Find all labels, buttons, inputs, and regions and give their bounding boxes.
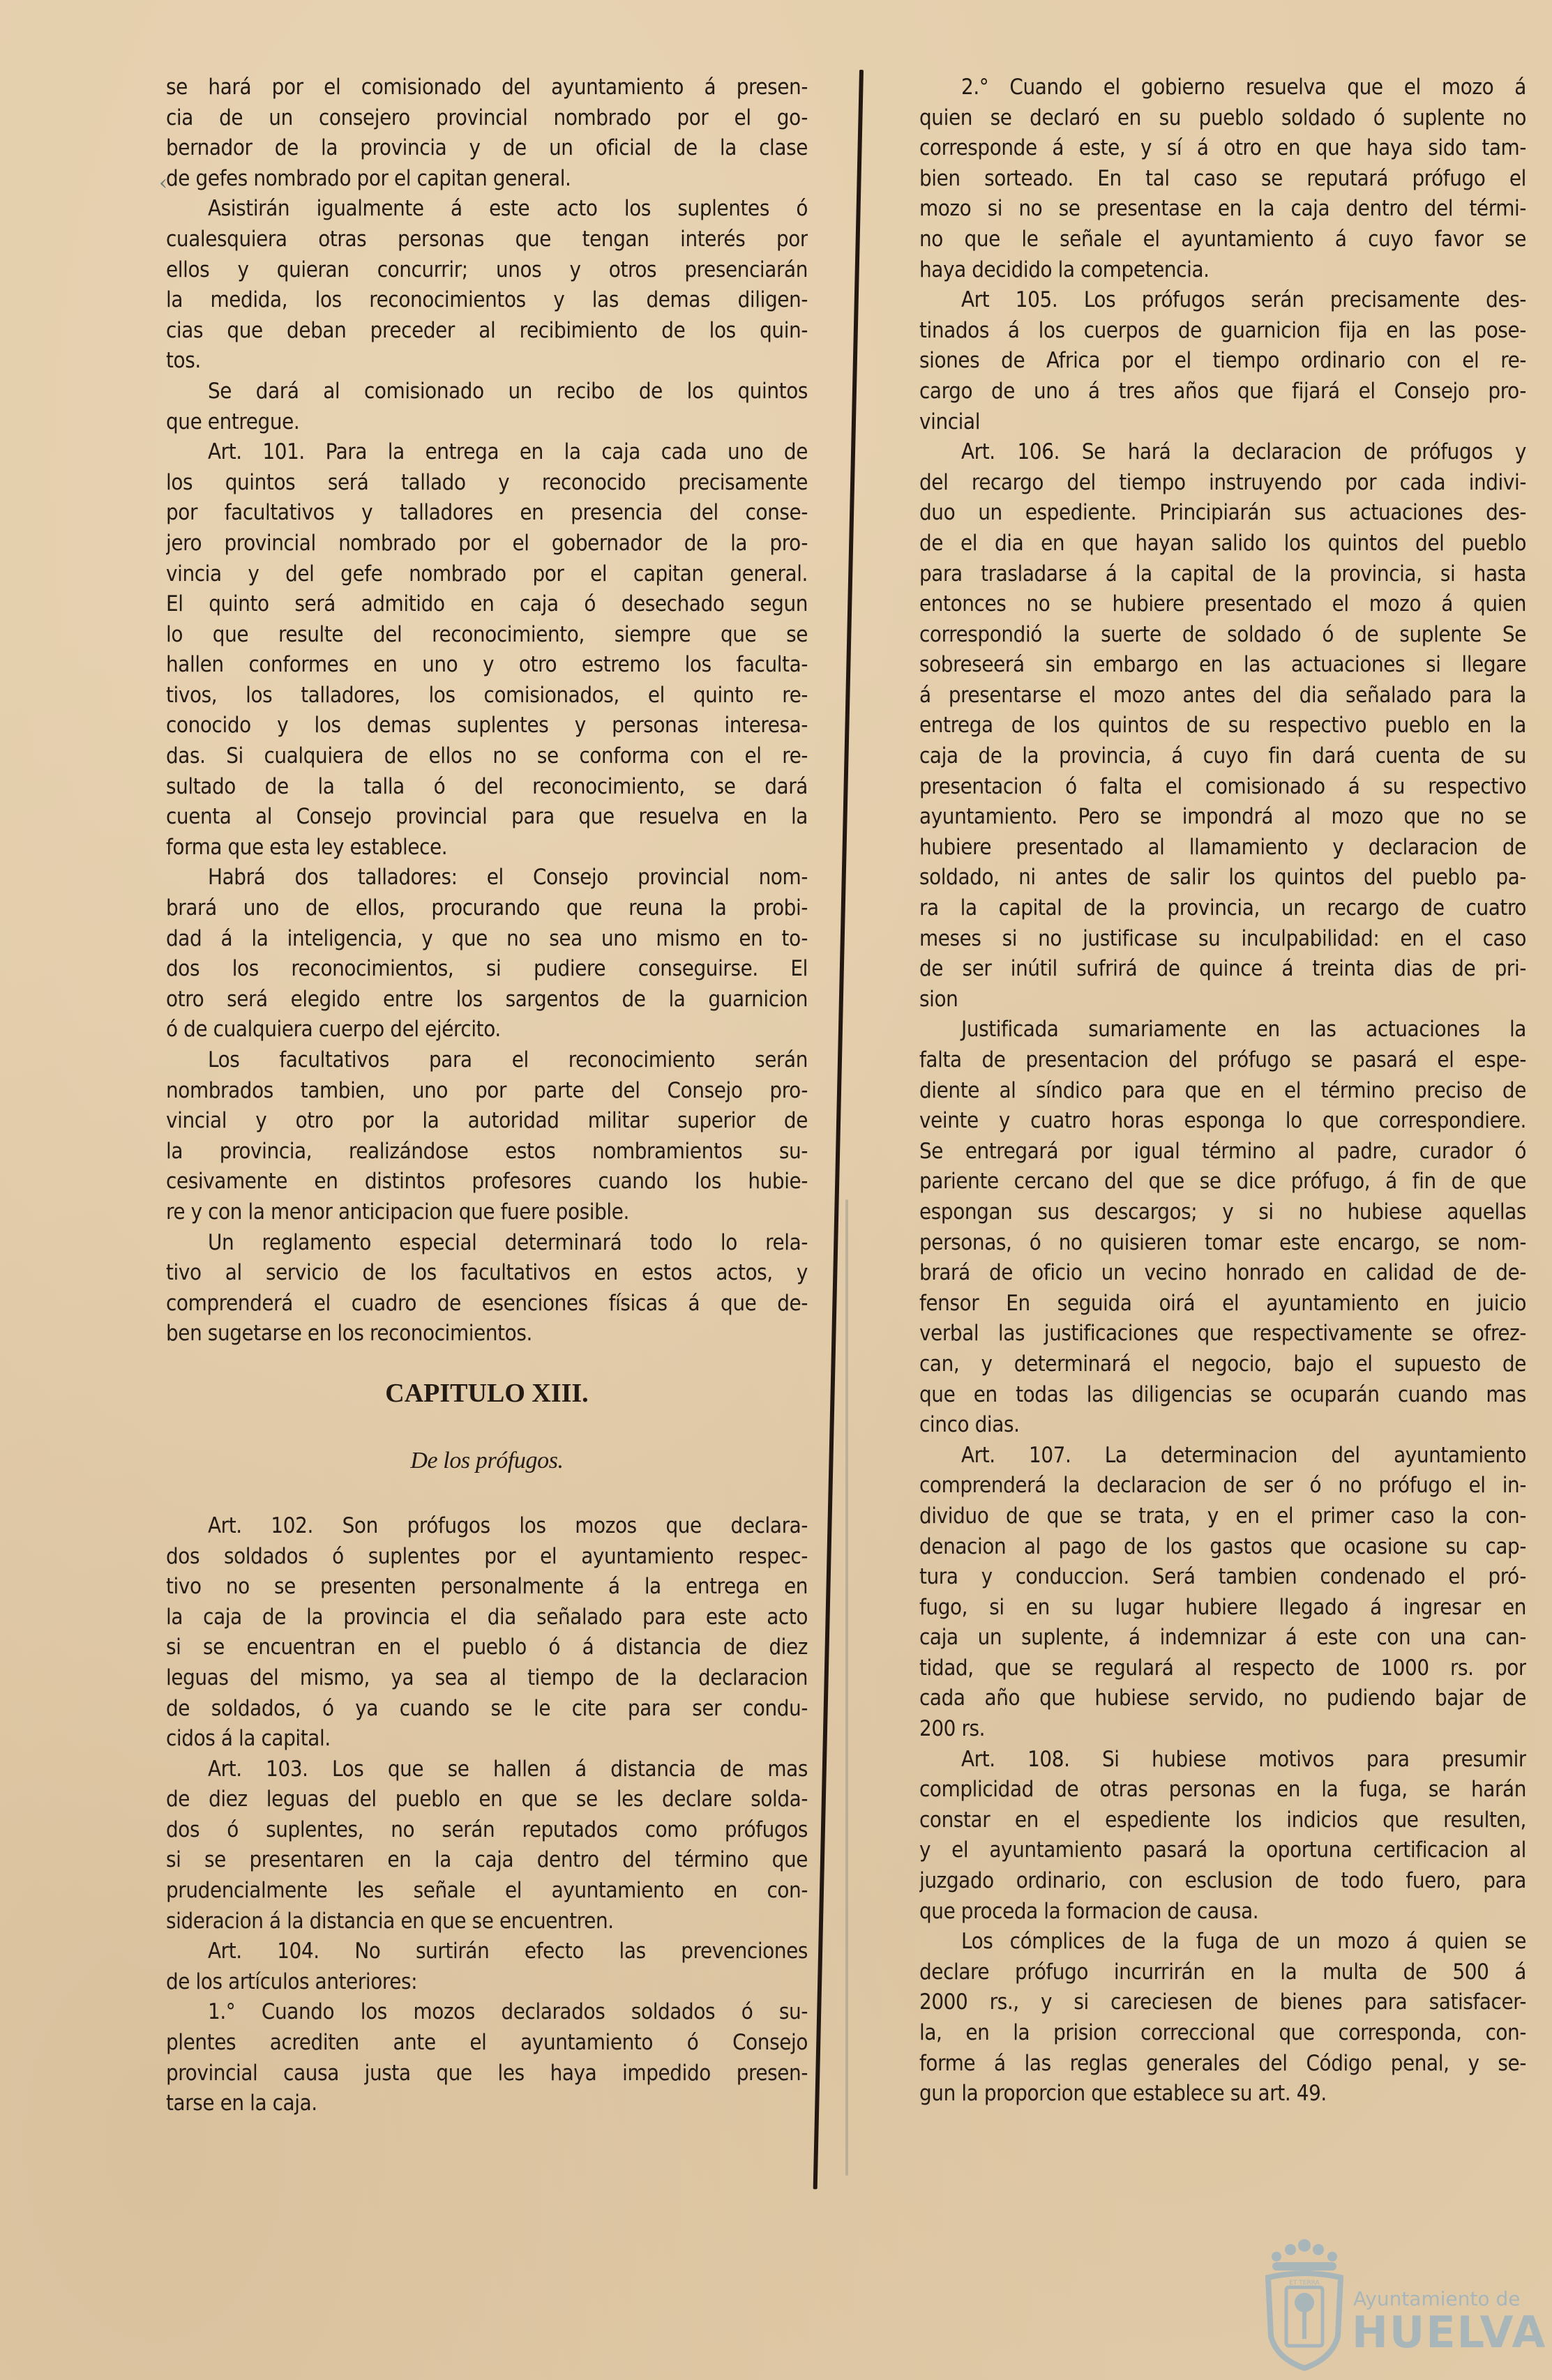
text-line: ó de cualquiera cuerpo del ejército. [166,1017,501,1043]
text-line: y el ayuntamiento pasará la oportuna certificacion al [919,1837,1526,1863]
text-line: cargo de uno á tres años que fijará el Consejo pro- [919,378,1526,404]
column-divider-shadow [845,1199,848,2176]
text-line: tos. [166,348,201,374]
text-line: si se encuentran en el pueblo ó á distancia de diez [166,1635,808,1660]
text-line: dos soldados ó suplentes por el ayuntamiento respec- [166,1543,808,1569]
text-line: Art. 107. La determinacion del ayuntamiento [961,1442,1526,1468]
text-line: brará uno de ellos, procurando que reuna la probi- [166,895,808,921]
text-line: Art 105. Los prófugos serán precisamente des- [961,287,1526,313]
text-line: ra la capital de la provincia, un recargo de cuatro [919,895,1526,921]
text-line: prudencialmente les señale el ayuntamiento en con- [166,1878,808,1904]
text-line: los quintos será tallado y reconocido precisamente [166,469,808,495]
text-line: vincial [919,409,981,434]
text-line: caja un suplente, á indemnizar á este con una can- [919,1625,1526,1651]
text-line: por facultativos y talladores en presencia del conse- [166,500,808,526]
text-line: gun la proporcion que establece su art. 49. [919,2081,1327,2107]
text-line: espongan sus descargos; y si no hubiese aquellas [919,1199,1526,1225]
text-line: del recargo del tiempo instruyendo por cada indivi- [919,469,1526,495]
text-line: brará de oficio un vecino honrado en calidad de de- [919,1260,1526,1286]
text-line: de ser inútil sufrirá de quince á treinta dias de pri- [919,956,1526,982]
text-line: complicidad de otras personas en la fuga, se harán [919,1777,1526,1803]
text-line: duo un espediente. Principiarán sus actuaciones des- [919,500,1526,526]
text-line: bien sorteado. En tal caso se reputará prófugo el [919,165,1526,191]
text-line: Art. 103. Los que se hallen á distancia de mas [208,1756,808,1782]
text-line: entonces no se hubiere presentado el mozo á quien [919,591,1526,617]
text-line: cesivamente en distintos profesores cuando los hubie- [166,1169,808,1195]
text-line: declare prófugo incurrirán en la multa de 500 á [919,1959,1526,1985]
list-item-1 [166,1997,808,2118]
watermark-logo [1263,2238,1547,2371]
text-line: á presentarse el mozo antes del dia señalado para la [919,682,1526,708]
text-line: ellos y quieran concurrir; unos y otros presenciarán [166,257,808,282]
text-line: tivo al servicio de los facultativos en estos actos, y [166,1260,808,1286]
svg-text:ET TERRA: ET TERRA [1289,2280,1320,2287]
text-line: tinados á los cuerpos de guarnicion fija en las pose- [919,317,1526,343]
article-108 [919,1745,1526,1927]
text-line: haya decidido la competencia. [919,257,1210,282]
text-line: de diez leguas del pueblo en que se les declare solda- [166,1787,808,1812]
text-line: de los artículos anteriores: [166,1969,418,1994]
chapter-subtitle: De los prófugos. [410,1447,564,1473]
list-item-2 [919,73,1526,285]
text-line: nombrados tambien, uno por parte del Consejo pro- [166,1077,808,1103]
text-line: 2000 rs., y si careciesen de bienes para satisfacer- [919,1989,1526,2015]
text-line: Art. 102. Son prófugos los mozos que declara- [208,1513,808,1538]
text-line: Art. 104. No surtirán efecto las prevenciones [208,1939,808,1964]
text-line: se hará por el comisionado del ayuntamiento á presen- [166,75,808,100]
text-line: tarse en la caja. [166,2091,317,2116]
text-line: Se entregará por igual término al padre, curador ó [919,1138,1526,1164]
right-column [919,73,1526,2109]
text-line: quien se declaró en su pueblo soldado ó suplente no [919,105,1526,130]
article-104 [166,1936,808,1997]
text-line: 2.° Cuando el gobierno resuelva que el mozo á [961,75,1526,100]
text-line: cidos á la capital. [166,1726,331,1752]
text-line: juzgado ordinario, con esclusion de todo fuero, para [919,1868,1526,1894]
text-line: otro será elegido entre los sargentos de la guarnicion [166,986,808,1012]
text-line: mozo si no se presentase en la caja dentro del térmi- [919,196,1526,222]
text-line: de el dia en que hayan salido los quintos del pueblo [919,530,1526,556]
text-line: plentes acrediten ante el ayuntamiento ó Consejo [166,2030,808,2056]
text-line: que en todas las diligencias se ocuparán cuando mas [919,1381,1526,1407]
text-line: la medida, los reconocimientos y las demas diligen- [166,287,808,313]
text-line: comprenderá la declaracion de ser ó no prófugo el in- [919,1473,1526,1499]
text-line: cualesquiera otras personas que tengan interés por [166,226,808,252]
text-line: ben sugetarse en los reconocimientos. [166,1321,532,1347]
text-line: sideracion á la distancia en que se encuentren. [166,1908,614,1934]
text-line: tura y conduccion. Será tambien condenado el pró- [919,1564,1526,1590]
coat-of-arms-icon [1263,2238,1346,2371]
text-line: ayuntamiento. Pero se impondrá al mozo que no se [919,804,1526,830]
text-line: no que le señale el ayuntamiento á cuyo favor se [919,226,1526,252]
text-line: que entregue. [166,409,300,434]
text-line: la provincia, realizándose estos nombramientos su- [166,1138,808,1164]
text-line: dividuo de que se trata, y en el primer caso la con- [919,1503,1526,1529]
text-line: la caja de la provincia el dia señalado para este acto [166,1604,808,1630]
paragraph [166,863,808,1045]
text-line: Se dará al comisionado un recibo de los quintos [208,378,808,404]
text-line: das. Si cualquiera de ellos no se conforma con el re- [166,743,808,769]
text-line: bernador de la provincia y de un oficial de la clase [166,135,808,161]
text-line: pariente cercano del que se dice prófugo, á fin de que [919,1169,1526,1195]
text-line: para trasladarse á la capital de la provincia, si hasta [919,561,1526,586]
text-line: corresponde á este, y sí á otro en que haya sido tam- [919,135,1526,161]
text-line: jero provincial nombrado por el gobernador de la pro- [166,530,808,556]
text-line: Art. 106. Se hará la declaracion de prófugos y [961,439,1526,465]
article-106 [919,437,1526,1015]
text-line: Art. 108. Si hubiese motivos para presumir [961,1746,1526,1772]
text-line: cada año que hubiese servido, no pudiendo bajar de [919,1685,1526,1711]
paragraph [166,377,808,437]
paragraph [919,1927,1526,2109]
text-line: siones de Africa por el tiempo ordinario con el re- [919,348,1526,374]
article-105 [919,285,1526,437]
text-line: diente al síndico para que en el término preciso de [919,1077,1526,1103]
text-line: re y con la menor anticipacion que fuere posible. [166,1199,629,1225]
text-line: forme á las reglas generales del Código penal, y se- [919,2050,1526,2076]
text-line: personas, ó no quisieren tomar este encargo, se nom- [919,1229,1526,1255]
paragraph [166,1045,808,1228]
text-line: cias que deban preceder al recibimiento de los quin- [166,317,808,343]
text-line: veinte y cuatro horas esponga lo que correspondiere. [919,1108,1526,1134]
text-line: provincial causa justa que les haya impedido presen- [166,2060,808,2086]
text-line: Art. 101. Para la entrega en la caja cada uno de [208,439,808,465]
left-column [166,73,808,2119]
text-line: dos ó suplentes, no serán reputados como prófugos [166,1817,808,1842]
article-101 [166,437,808,863]
paragraph [166,1228,808,1349]
margin-mark: ‹ [159,171,167,195]
text-line: la, en la prision correccional que corresponda, con- [919,2020,1526,2045]
text-line: verbal las justificaciones que respectivamente se ofrez- [919,1321,1526,1347]
chapter-title: CAPITULO XIII. [385,1378,589,1408]
text-line: presentacion ó falta el comisionado á su respectivo [919,773,1526,799]
text-line: si se presentaren en la caja dentro del término que [166,1847,808,1873]
text-line: de soldados, ó ya cuando se le cite para ser condu- [166,1695,808,1721]
text-line: Asistirán igualmente á este acto los suplentes ó [208,196,808,222]
text-line: meses si no justificase su inculpabilidad: en el caso [919,925,1526,951]
paragraph [166,194,808,377]
text-line: tivos, los talladores, los comisionados, el quinto re- [166,682,808,708]
text-line: vincia y del gefe nombrado por el capitan general. [166,561,808,586]
text-line: Un reglamento especial determinará todo lo rela- [208,1229,808,1255]
text-line: falta de presentacion del prófugo se pasará el espe- [919,1047,1526,1072]
article-103 [166,1754,808,1937]
text-line: 1.° Cuando los mozos declarados soldados ó su- [208,1999,808,2025]
article-107 [919,1441,1526,1745]
text-line: fugo, si en su lugar hubiere llegado á ingresar en [919,1594,1526,1620]
text-line: hubiere presentado al llamamiento y declaracion de [919,834,1526,860]
text-line: Habrá dos talladores: el Consejo provincial nom- [208,865,808,890]
text-line: conocido y los demas suplentes y personas interesa- [166,713,808,738]
text-line: forma que esta ley establece. [166,834,448,860]
text-line: entrega de los quintos de su respectivo pueblo en la [919,713,1526,738]
text-line: sobreseerá sin embargo en las actuaciones si llegare [919,652,1526,678]
text-line: cuenta al Consejo provincial para que resuelva en la [166,804,808,830]
text-line: Justificada sumariamente en las actuaciones la [961,1017,1526,1043]
text-line: fensor En seguida oirá el ayuntamiento en juicio [919,1290,1526,1316]
text-line: lo que resulte del reconocimiento, siempre que se [166,621,808,647]
paragraph [166,73,808,194]
text-line: dos los reconocimientos, si pudiere conseguirse. El [166,956,808,982]
text-line: sion [919,986,958,1012]
text-line: correspondió la suerte de soldado ó de suplente Se [919,621,1526,647]
text-line: vincial y otro por la autoridad militar superior de [166,1108,808,1134]
text-line: cia de un consejero provincial nombrado por el go- [166,105,808,130]
text-line: denacion al pago de los gastos que ocasione su cap- [919,1533,1526,1559]
text-line: tidad, que se regulará al respecto de 1000 rs. por [919,1655,1526,1681]
text-line: leguas del mismo, ya sea al tiempo de la declaracion [166,1665,808,1690]
paragraph [919,1015,1526,1440]
text-line: cinco dias. [919,1412,1020,1438]
column-divider [813,70,864,2189]
text-line: 200 rs. [919,1716,986,1742]
text-line: hallen conformes en uno y otro estremo los faculta- [166,652,808,678]
text-line: Los cómplices de la fuga de un mozo á quien se [961,1929,1526,1955]
text-line: dad á la inteligencia, y que no sea uno mismo en to- [166,925,808,951]
text-line: sultado de la talla ó del reconocimiento, se dará [166,773,808,799]
text-line: can, y determinará el negocio, bajo el supuesto de [919,1351,1526,1377]
article-102 [166,1511,808,1754]
text-line: tivo no se presenten personalmente á la entrega en [166,1574,808,1600]
text-line: de gefes nombrado por el capitan general. [166,165,571,191]
text-line: Los facultativos para el reconocimiento serán [208,1047,808,1072]
text-line: constar en el espediente los indicios que resulten, [919,1807,1526,1833]
text-line: soldado, ni antes de salir los quintos del pueblo pa- [919,865,1526,890]
watermark-line1: Ayuntamiento de [1353,2287,1521,2310]
text-line: caja de la provincia, á cuyo fin dará cuenta de su [919,743,1526,769]
text-line: que proceda la formacion de causa. [919,1898,1259,1924]
watermark-line2: HUELVA [1352,2307,1547,2358]
text-line: El quinto será admitido en caja ó desechado segun [166,591,808,617]
text-line: comprenderá el cuadro de esenciones físicas á que de- [166,1290,808,1316]
